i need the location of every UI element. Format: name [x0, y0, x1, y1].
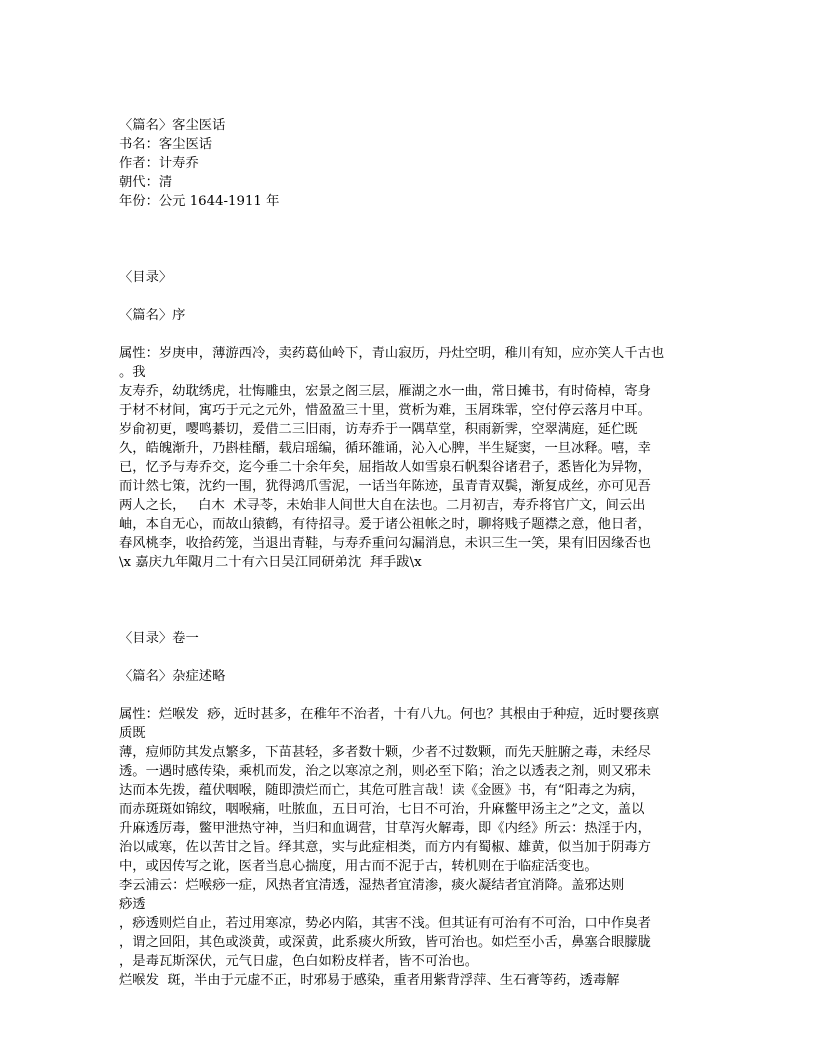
- text-line: ，是毒瓦斯深伏，元气日虚，色白如粉皮样者，皆不可治也。: [119, 954, 479, 969]
- text-line: 久，皓魄渐升，乃斟桂醑，载启瑶编，循环雒诵，沁入心脾，半生疑窦，一旦冰释。嘻，幸: [119, 441, 651, 456]
- years: 年份：公元 1644-1911 年: [119, 194, 280, 209]
- text-line: ，谓之回阳，其色或淡黄，或深黄，此系痰火所致，皆可治也。如烂至小舌，鼻塞合眼朦胧: [119, 935, 651, 950]
- dynasty: 朝代：清: [119, 175, 173, 190]
- section-heading: 〈目录〉卷一: [119, 631, 199, 646]
- chapter-heading: 〈篇名〉杂症述略: [119, 669, 226, 684]
- text-line: 岁俞初更，嘤鸣綦切，爰借二三旧雨，访寿乔于一隅草堂，积雨新霁，空翠满庭，延伫既: [119, 422, 638, 437]
- text-line: 薄，痘师防其发点繁多，下苗甚轻，多者数十颗，少者不过数颗，而先天脏腑之毒，未经尽: [119, 745, 651, 760]
- spacer: [119, 287, 699, 306]
- toc-heading: 〈目录〉: [119, 270, 173, 285]
- spacer: [119, 648, 699, 667]
- document-body: [119, 116, 699, 990]
- text-line: 升麻透厉毒，鳖甲泄热守神，当归和血调营，甘草泻火解毒，即《内经》所云：热淫于内，: [119, 821, 651, 836]
- text-line: \x 嘉庆九年陬月二十有六日吴江同研弟沈 拜手跋\x: [119, 555, 422, 570]
- text-line: 透。一遇时感传染，乘机而发，治之以寒凉之剂，则必至下陷；治之以透表之剂，则又邪未: [119, 764, 651, 779]
- text-line: 已，忆予与寿乔交，迄今垂二十余年矣，屈指故人如雪泉石帆梨谷诸君子，悉皆化为异物，: [119, 460, 651, 475]
- text-line: 而赤斑斑如锦纹，咽喉痛，吐脓血，五日可治，七日不可治，升麻鳖甲汤主之”之文，盖以: [119, 802, 645, 817]
- text-line: ，痧透则烂自止，若过用寒凉，势必内陷，其害不浅。但其证有可治有不可治，口中作臭者: [119, 916, 651, 931]
- chapter-tag: 〈篇名〉客尘医话: [119, 118, 226, 133]
- text-line: 中，或因传写之讹，医者当息心揣度，用古而不泥于古，转机则在于临症活变也。: [119, 859, 598, 874]
- spacer: [119, 211, 699, 268]
- spacer: [119, 572, 699, 629]
- preface-text: [119, 344, 699, 572]
- text-line: 春风桃李，收拾药笼，当退出青鞋，与寿乔重问勾漏消息，未识三生一笑，果有旧因缘否也: [119, 536, 651, 551]
- text-line: 而计然七策，沈约一围，犹得鸿爪雪泥，一话当年陈迹，虽青青双鬓，渐复成丝，亦可见吾: [119, 479, 651, 494]
- text-line: 烂喉发 斑，半由于元虚不正，时邪易于感染，重者用紫背浮萍、生石膏等药，透毒解: [119, 973, 620, 988]
- spacer: [119, 686, 699, 705]
- text-line: 友寿乔，幼耽绣虎，壮悔雕虫，宏景之阁三层，雁湖之水一曲，常日摊书，有时倚棹，寄身: [119, 384, 651, 399]
- preface-chapter-tag: 〈篇名〉序: [119, 308, 186, 323]
- text-line: 。我: [119, 365, 146, 380]
- text-line: 两人之长， 白木 术寻苓，未始非人间世大自在法也。二月初吉，寿乔将官广文，间云出: [119, 498, 646, 513]
- text-line: 岫，本自无心，而故山猿鹤，有待招寻。爰于诸公祖帐之时，聊将贱子题襟之意，他日者，: [119, 517, 651, 532]
- author: 作者：计寿乔: [119, 156, 199, 171]
- text-line: 属性：烂喉发 痧，近时甚多，在稚年不治者，十有八九。何也？其根由于种痘，近时婴孩禀: [119, 707, 660, 722]
- chapter-text: [119, 705, 699, 990]
- text-line: 李云浦云：烂喉痧一症，风热者宜清透，湿热者宜清渗，痰火凝结者宜消降。盖邪达则: [119, 878, 625, 893]
- text-line: 属性：岁庚申，薄游西冷，卖药葛仙岭下，青山寂历，丹灶空明，稚川有知，应亦笑人千古也: [119, 346, 665, 361]
- text-line: 达而本先拨，蕴伏咽喉，随即溃烂而亡，其危可胜言哉！读《金匮》书，有“阳毒之为病，: [119, 783, 645, 798]
- spacer: [119, 325, 699, 344]
- text-line: 质既: [119, 726, 146, 741]
- book-title: 书名：客尘医话: [119, 137, 213, 152]
- text-line: 治以咸寒，佐以苦甘之旨。绎其意，实与此症相类，而方内有蜀椒、雄黄，似当加于阴毒方: [119, 840, 651, 855]
- text-line: 痧透: [119, 897, 146, 912]
- text-line: 于材不材间，寓巧于元之元外，惜盈盈三十里，赏析为难，玉屑珠霏，空付停云落月中耳。: [119, 403, 651, 418]
